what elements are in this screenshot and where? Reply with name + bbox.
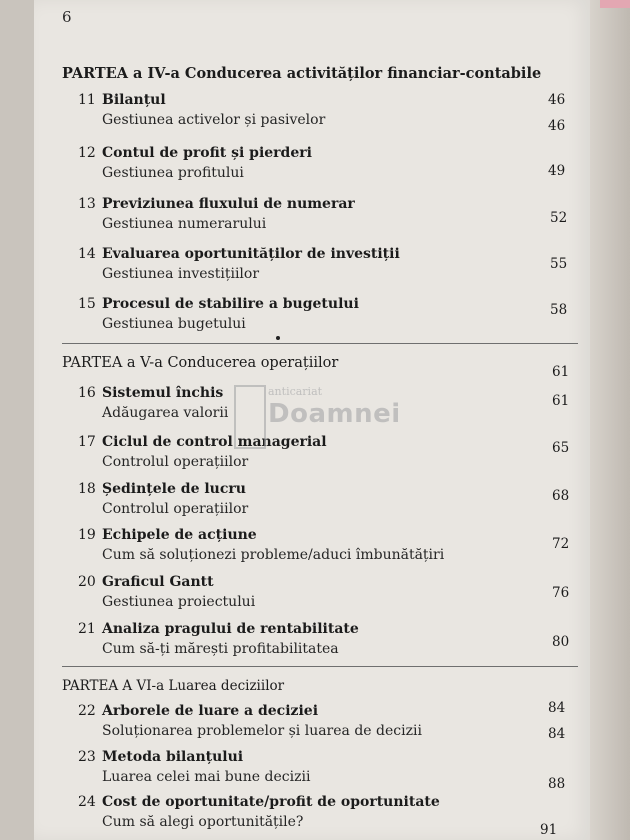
entry-number: 23 (78, 749, 96, 765)
entry-title: Analiza pragului de rentabilitate (102, 621, 359, 637)
watermark-main-text: Doamnei (268, 399, 401, 429)
entry-number: 11 (78, 92, 96, 108)
entry-page-title: 91 (540, 822, 558, 838)
entry-page-title: 52 (550, 210, 568, 226)
entry-subtitle: Adăugarea valorii (102, 405, 229, 421)
entry-title: Sistemul închis (102, 385, 224, 401)
entry-title: Arborele de luare a deciziei (102, 703, 319, 719)
entry-page-title: 58 (550, 302, 568, 318)
entry-subtitle: Gestiunea investițiilor (102, 266, 260, 282)
entry-title: Procesul de stabilire a bugetului (102, 296, 359, 312)
section-divider (62, 343, 578, 344)
entry-subtitle: Gestiunea bugetului (102, 316, 246, 332)
entry-number: 18 (78, 481, 96, 497)
entry-title: Ședințele de lucru (102, 481, 246, 497)
entry-number: 13 (78, 196, 96, 212)
entry-number: 14 (78, 246, 96, 262)
entry-subtitle: Controlul operațiilor (102, 454, 249, 470)
entry-number: 20 (78, 574, 96, 590)
entry-number: 15 (78, 296, 96, 312)
entry-subtitle: Controlul operațiilor (102, 501, 249, 517)
entry-number: 22 (78, 703, 96, 719)
page-edge (590, 0, 630, 840)
entry-title: Evaluarea oportunităților de investiții (102, 246, 400, 262)
entry-title: Metoda bilanțului (102, 749, 244, 765)
entry-page-title: 61 (552, 393, 570, 409)
entry-title: Graficul Gantt (102, 574, 214, 590)
entry-number: 16 (78, 385, 96, 401)
entry-subtitle: Soluționarea problemelor și luarea de decizii (102, 723, 422, 739)
part-heading-vi: PARTEA A VI-a Luarea deciziilor (62, 678, 285, 694)
entry-page-title: 76 (552, 585, 570, 601)
part-heading-v: PARTEA a V-a Conducerea operațiilor (62, 355, 339, 371)
entry-title: Bilanțul (102, 92, 166, 108)
entry-subtitle: Cum să soluționezi probleme/aduci îmbunătățiri (102, 547, 445, 563)
entry-page-sub: 84 (548, 726, 566, 742)
entry-number: 12 (78, 145, 96, 161)
entry-title: Previziunea fluxului de numerar (102, 196, 355, 212)
entry-title: Ciclul de control managerial (102, 434, 327, 450)
entry-number: 19 (78, 527, 96, 543)
entry-page-sub: 46 (548, 118, 566, 134)
watermark-top-text: anticariat (268, 385, 323, 398)
watermark-logo (234, 385, 401, 455)
entry-subtitle: Gestiunea proiectului (102, 594, 256, 610)
entry-page-title: 84 (548, 700, 566, 716)
entry-subtitle: Cum să alegi oportunitățile? (102, 814, 304, 830)
entry-subtitle: Gestiunea activelor și pasivelor (102, 112, 326, 128)
entry-page-title: 68 (552, 488, 570, 504)
ink-dot (276, 336, 280, 340)
entry-subtitle: Gestiunea numerarului (102, 216, 267, 232)
entry-number: 17 (78, 434, 96, 450)
entry-page-title: 65 (552, 440, 570, 456)
entry-page-title: 88 (548, 776, 566, 792)
watermark-frame (234, 385, 266, 449)
entry-subtitle: Luarea celei mai bune decizii (102, 769, 311, 785)
entry-page-title: 46 (548, 92, 566, 108)
entry-page-title: 49 (548, 163, 566, 179)
entry-page-title: 72 (552, 536, 570, 552)
entry-page-title: 80 (552, 634, 570, 650)
entry-title: Cost de oportunitate/profit de oportunitate (102, 794, 440, 810)
entry-subtitle: Cum să-ți mărești profitabilitatea (102, 641, 339, 657)
part-heading-iv: PARTEA a IV-a Conducerea activităților financiar-contabile (62, 65, 542, 82)
entry-subtitle: Gestiunea profitului (102, 165, 244, 181)
part-page: 61 (552, 364, 570, 380)
entry-page-title: 55 (550, 256, 568, 272)
pink-corner-decoration (600, 0, 630, 8)
entry-number: 24 (78, 794, 96, 810)
entry-title: Echipele de acțiune (102, 527, 257, 543)
page-number: 6 (62, 8, 72, 26)
entry-number: 21 (78, 621, 96, 637)
entry-title: Contul de profit și pierderi (102, 145, 312, 161)
section-divider (62, 666, 578, 667)
